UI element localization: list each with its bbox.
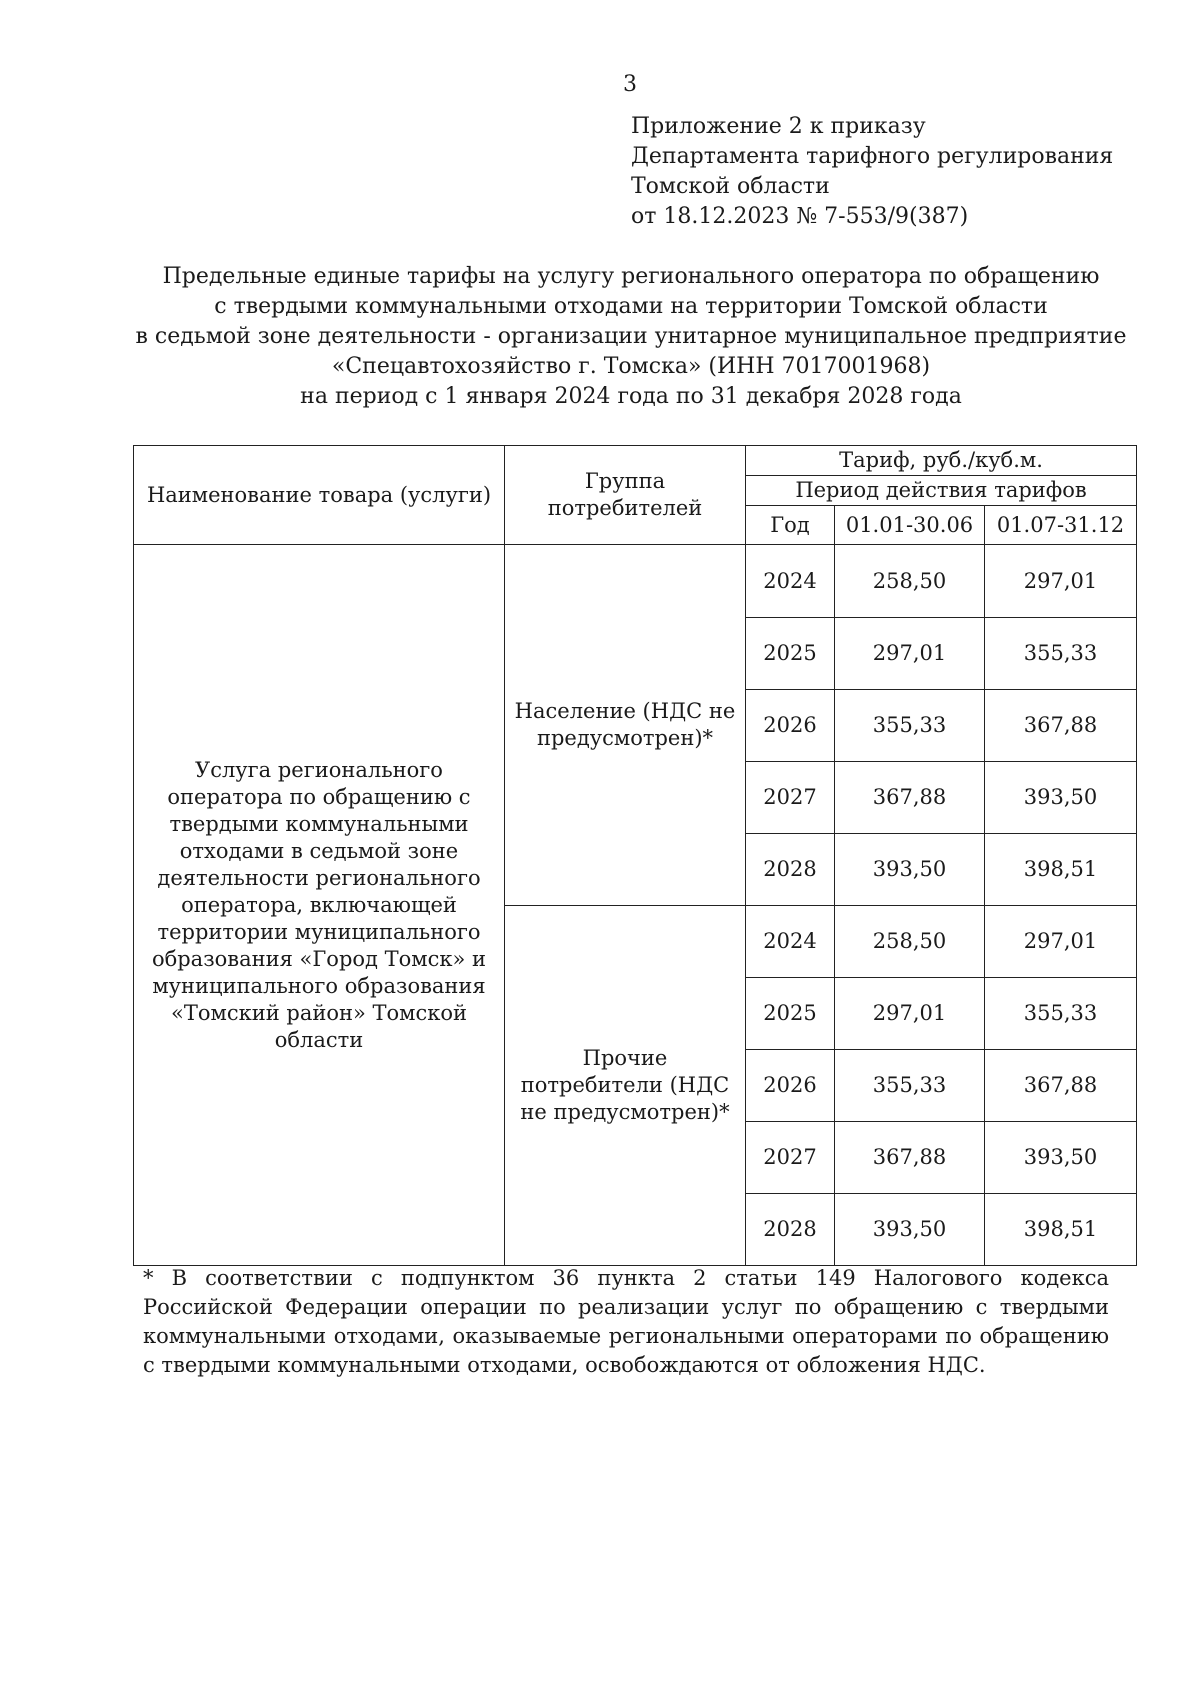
tariff-half2-cell: 367,88 bbox=[985, 1050, 1137, 1122]
page-number: 3 bbox=[623, 72, 637, 97]
document-title bbox=[126, 262, 1136, 412]
tariff-half1-cell: 393,50 bbox=[835, 834, 985, 906]
header-period: Период действия тарифов bbox=[746, 476, 1137, 506]
tariff-half2-cell: 355,33 bbox=[985, 618, 1137, 690]
tariff-half2-cell: 398,51 bbox=[985, 1194, 1137, 1266]
title-line: «Спецавтохозяйство г. Томска» (ИНН 7017001968) bbox=[331, 354, 931, 379]
tariff-half1-cell: 367,88 bbox=[835, 1122, 985, 1194]
header-tariff: Тариф, руб./куб.м. bbox=[746, 446, 1137, 476]
header-consumer-group: Группа потребителей bbox=[505, 446, 746, 545]
tariff-half1-cell: 297,01 bbox=[835, 618, 985, 690]
title-line: Предельные единые тарифы на услугу регионального оператора по обращению bbox=[162, 264, 1100, 289]
tariff-half1-cell: 393,50 bbox=[835, 1194, 985, 1266]
year-cell: 2025 bbox=[746, 618, 835, 690]
tariff-half1-cell: 367,88 bbox=[835, 762, 985, 834]
tariff-half2-cell: 393,50 bbox=[985, 1122, 1137, 1194]
tariff-table bbox=[133, 445, 1137, 1266]
tariff-half2-cell: 393,50 bbox=[985, 762, 1137, 834]
tariff-half1-cell: 297,01 bbox=[835, 978, 985, 1050]
tariff-half2-cell: 398,51 bbox=[985, 834, 1137, 906]
year-cell: 2028 bbox=[746, 1194, 835, 1266]
header-service-name: Наименование товара (услуги) bbox=[134, 446, 505, 545]
header-half2: 01.07-31.12 bbox=[985, 506, 1137, 545]
appendix-line: Приложение 2 к приказу bbox=[631, 114, 926, 139]
tariff-half2-cell: 367,88 bbox=[985, 690, 1137, 762]
footnote: * В соответствии с подпунктом 36 пункта 2 статьи 149 Налогового кодекса Российской Федерации операции по реализации услуг по обращению с твердыми коммунальными отходами, оказываемые региональными операторами по обращению с твердыми коммунальными отходами, освобождаются от обложения НДС. bbox=[143, 1266, 1109, 1377]
tariff-half1-cell: 355,33 bbox=[835, 1050, 985, 1122]
year-cell: 2027 bbox=[746, 762, 835, 834]
table-row bbox=[134, 545, 1137, 618]
appendix-line: Департамента тарифного регулирования bbox=[631, 144, 1114, 169]
service-description: Услуга регионального оператора по обращению с твердыми коммунальными отходами в седьмой зоне деятельности регионального оператора, включающей территории муниципального образования «Город Томск» и муниципального образования «Томский район» Томской области bbox=[134, 545, 505, 1266]
title-line: с твердыми коммунальными отходами на территории Томской области bbox=[214, 294, 1048, 319]
year-cell: 2026 bbox=[746, 1050, 835, 1122]
tariff-half1-cell: 355,33 bbox=[835, 690, 985, 762]
appendix-line: Томской области bbox=[631, 174, 830, 199]
appendix-line: от 18.12.2023 № 7-553/9(387) bbox=[631, 204, 969, 229]
year-cell: 2028 bbox=[746, 834, 835, 906]
consumer-group-population: Население (НДС не предусмотрен)* bbox=[505, 545, 746, 906]
tariff-half2-cell: 355,33 bbox=[985, 978, 1137, 1050]
tariff-half2-cell: 297,01 bbox=[985, 906, 1137, 978]
tariff-half1-cell: 258,50 bbox=[835, 545, 985, 618]
header-year: Год bbox=[746, 506, 835, 545]
header-half1: 01.01-30.06 bbox=[835, 506, 985, 545]
year-cell: 2024 bbox=[746, 906, 835, 978]
tariff-half1-cell: 258,50 bbox=[835, 906, 985, 978]
year-cell: 2027 bbox=[746, 1122, 835, 1194]
consumer-group-other: Прочие потребители (НДС не предусмотрен)* bbox=[505, 906, 746, 1266]
tariff-half2-cell: 297,01 bbox=[985, 545, 1137, 618]
year-cell: 2026 bbox=[746, 690, 835, 762]
title-line: на период с 1 января 2024 года по 31 декабря 2028 года bbox=[300, 384, 962, 409]
year-cell: 2025 bbox=[746, 978, 835, 1050]
year-cell: 2024 bbox=[746, 545, 835, 618]
appendix-reference bbox=[631, 112, 1113, 232]
title-line: в седьмой зоне деятельности - организации унитарное муниципальное предприятие bbox=[135, 324, 1127, 349]
